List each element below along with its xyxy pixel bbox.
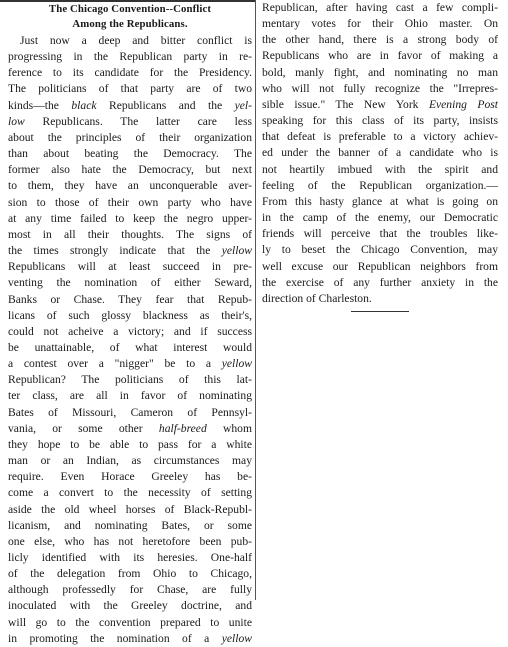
left-column-line: come a convert to the necessity of setting [8,486,252,500]
left-column-line: be unattainable, of what interest would [8,340,252,354]
right-column-line: bold, manly fight, and nominating no man [262,65,498,79]
italic-text: low [8,114,25,128]
left-column-line: vania, or some other half-breed whom [8,421,252,435]
left-column-line: Republican? The politicians of this lat- [8,373,252,387]
right-column-line: direction of Charleston. [262,291,372,305]
italic-text: Evening Post [428,97,498,111]
left-column-line: at any time failed to keep the negro upper- [8,211,252,225]
right-column-line: well excuse our Republican neighbors from [262,259,498,273]
left-column-line: low Republicans. The latter care less [8,114,252,128]
left-column-line: licly identified with its heresies. One-half [8,551,252,564]
left-column-line: kinds—the black Republicans and the yel- [8,98,252,112]
italic-text: yellow [221,631,252,645]
left-column-line: will go to the convention prepared to unite [8,615,252,629]
right-column-line: speaking for this class of its party, insists [262,114,498,128]
right-column-line: friends will perceive that the troubles like- [262,227,498,241]
column-divider [255,0,256,600]
right-column-line: feeling of the Republican organization.— [262,178,498,192]
left-column-line: licanism, and nominating Bates, or some [8,518,252,532]
right-column-line: Republican, after having cast a few compli- [262,1,498,14]
left-column-line: Republicans will at least succeed in pre- [8,260,252,274]
left-column-line: about the principles of their organization [8,130,252,144]
left-column-line: venting the nomination of either Seward, [8,276,252,290]
right-column-line: Republicans who are in favor of making a [262,49,498,63]
italic-text: yellow [221,244,252,258]
left-column-line: The politicians of that party are of two [8,82,252,96]
right-column [262,0,498,312]
right-column-line: in the camp of the enemy, our Democratic [262,211,498,225]
right-column-line: who will not fully recognize the "Irrepres- [262,81,498,95]
italic-text: half-breed [158,421,207,435]
right-column-line: ed under the banner of a candidate who is [262,146,498,160]
left-column-line: most in all their thoughts. The signs of [8,227,252,241]
italic-text: yel- [234,98,252,112]
left-column-line: Bates of Missouri, Cameron of Pennsyl- [8,405,252,419]
left-column-line: ter class, are all in favor of nominating [8,389,252,403]
right-column-line: From this hasty glance at what is going on [262,194,498,208]
headline-line-1: The Chicago Convention--Conflict [48,3,212,15]
left-column-line: the times strongly indicate that the yellow [8,244,252,258]
left-column-line: require. Even Horace Greeley has be- [8,470,252,484]
left-column-line: one else, who has not heretofore been pub- [8,534,252,548]
right-column-body [262,0,498,307]
left-column-line: sion to those of their own party who have [8,195,252,209]
left-column-line: former also hate the Democracy, but next [8,163,252,177]
left-column-line: a contest over a "nigger" be to a yellow [8,357,252,371]
left-column-line: to them, they have an unconquerable aver- [8,179,252,193]
left-column-body [8,33,252,647]
right-column-line: the other hand, there is a strong body of [262,33,498,47]
italic-text: yellow [221,357,252,371]
left-column-line: of the delegation from Ohio to Chicago, [8,567,252,581]
right-column-line: mentary votes for their Ohio master. On [262,17,498,31]
right-column-line: the exercise of any further anxiety in the [262,275,498,289]
end-rule [351,311,409,312]
left-column-line: inoculated with the Greeley doctrine, and [8,599,252,613]
left-column-line: Just now a deep and bitter conflict is [20,34,252,47]
right-column-line: ly to beset the Chicago Convention, may [262,243,498,257]
right-column-line: that defeat is preferable to a victory achiev- [262,130,498,144]
left-column-line: they hope to be able to pass for a white [8,437,252,451]
left-column [8,0,252,647]
right-column-line: sible issue." The New York Evening Post [262,97,498,111]
left-column-line: ference to its candidate for the Presidency. [8,66,252,80]
left-column-line: in promoting the nomination of a yellow [8,631,252,645]
headline-line-2: Among the Republicans. [72,18,188,30]
left-column-line: man or an Indian, as circumstances may [8,454,252,468]
italic-text: black [71,98,97,112]
left-column-line: aside the old wheel horses of Black-Republ- [8,502,252,516]
left-column-line: Banks or Chase. They fear that Repub- [8,292,252,306]
left-column-line: could not acheive a victory; and if success [8,324,252,338]
left-column-line: than about beating the Democracy. The [8,147,252,161]
left-column-line: although professedly for Chase, are fully [8,583,252,597]
right-column-line: not heartily imbued with the spirit and [262,162,498,176]
left-column-line: progressing in the Republican party in re- [8,50,252,64]
left-column-line: licans of such glossy blackness as their's, [8,308,252,322]
